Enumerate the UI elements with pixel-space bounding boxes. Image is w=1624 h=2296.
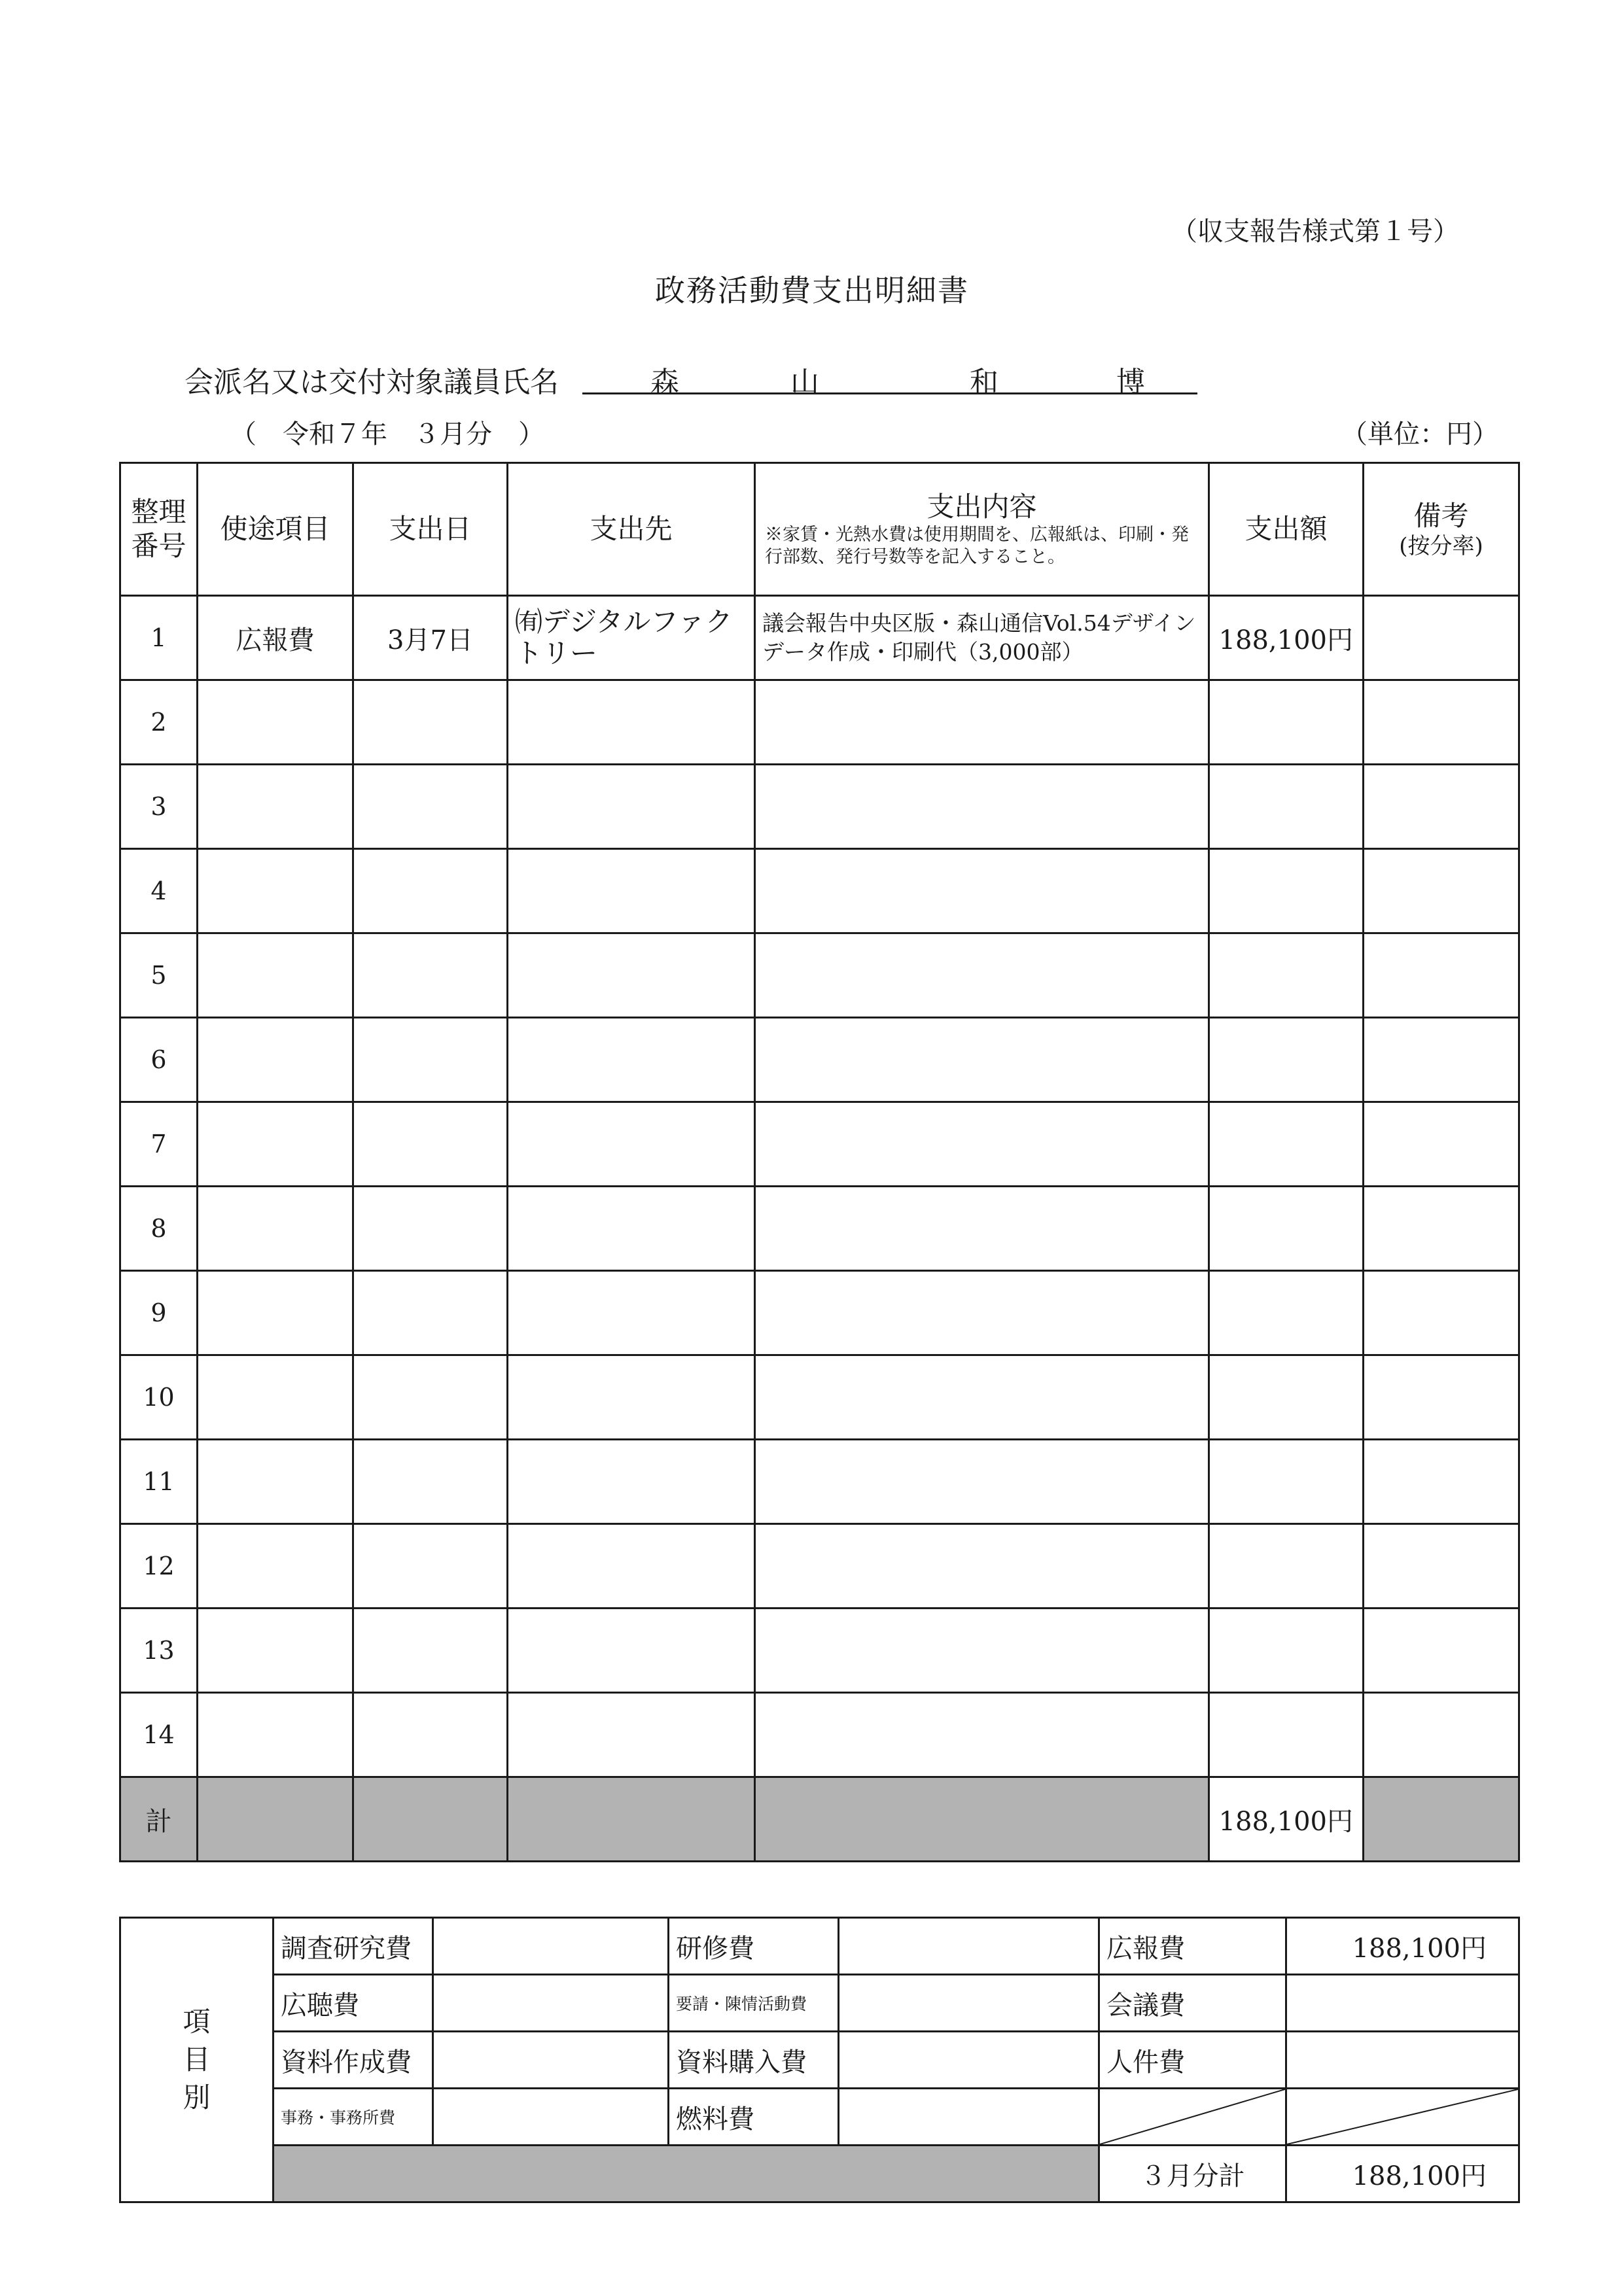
row-remarks [1364,1187,1519,1271]
row-content: 議会報告中央区版・森山通信Vol.54デザインデータ作成・印刷代（3,000部） [755,596,1209,680]
row-content [755,849,1209,933]
row-number: 6 [120,1018,198,1102]
row-number: 11 [120,1440,198,1524]
row-payee [508,1271,755,1355]
category-label: 項 目 別 [120,1918,274,2202]
row-amount: 188,100円 [1209,596,1364,680]
row-content [755,1018,1209,1102]
row-payee [508,1102,755,1187]
row-payee: ㈲デジタルファクトリー [508,596,755,680]
row-remarks [1364,1524,1519,1609]
row-amount [1209,849,1364,933]
total-amount: 188,100円 [1209,1777,1364,1862]
row-date [353,1609,508,1693]
row-number: 3 [120,765,198,849]
row-content [755,1102,1209,1187]
row-amount [1209,1187,1364,1271]
row-amount [1209,1271,1364,1355]
table-row [120,680,1519,765]
row-category [198,1018,353,1102]
research-label: 調査研究費 [274,1918,433,1975]
month-total-amount: 188,100円 [1286,2146,1519,2202]
office-label: 事務・事務所費 [274,2089,433,2146]
row-date [353,1102,508,1187]
training-label: 研修費 [669,1918,839,1975]
fuel-amount [839,2089,1099,2146]
row-number: 1 [120,596,198,680]
materials-prep-label: 資料作成費 [274,2032,433,2089]
row-number: 7 [120,1102,198,1187]
header-category: 使途項目 [198,463,353,596]
row-number: 8 [120,1187,198,1271]
petition-amount [839,1975,1099,2032]
row-amount [1209,933,1364,1018]
row-content [755,1187,1209,1271]
row-category [198,1355,353,1440]
row-content [755,1355,1209,1440]
row-content [755,1524,1209,1609]
row-number: 14 [120,1693,198,1777]
row-remarks [1364,1440,1519,1524]
month-total-label: ３月分計 [1099,2146,1286,2202]
header-remarks: 備考 (按分率) [1364,463,1519,596]
table-row [120,1271,1519,1355]
header-amount: 支出額 [1209,463,1364,596]
row-date [353,1524,508,1609]
table-row [120,849,1519,933]
total-blank [353,1777,508,1862]
total-blank [508,1777,755,1862]
row-amount [1209,680,1364,765]
diagonal-line [1287,2089,1518,2144]
row-date [353,1271,508,1355]
unit-label: （単位：円） [1341,419,1498,449]
row-payee [508,933,755,1018]
table-row [120,765,1519,849]
name-char-2: 山 [790,366,819,399]
crossed-out-cell [1099,2089,1286,2146]
row-date [353,1355,508,1440]
row-category [198,1609,353,1693]
period-label: （ 令和７年 ３月分 ） [230,419,544,449]
row-amount [1209,1693,1364,1777]
header-content-note: ※家賃・光熱水費は使用期間を、広報紙は、印刷・発行部数、発行号数等を記入すること。 [765,525,1189,567]
table-row [120,596,1519,680]
row-category [198,1524,353,1609]
personnel-amount [1286,2032,1519,2089]
row-amount [1209,1440,1364,1524]
office-amount [433,2089,669,2146]
row-number: 9 [120,1271,198,1355]
row-payee [508,1524,755,1609]
row-payee [508,1355,755,1440]
row-payee [508,1693,755,1777]
table-row [120,1018,1519,1102]
row-remarks [1364,849,1519,933]
table-row [120,1440,1519,1524]
research-amount [433,1918,669,1975]
row-date [353,933,508,1018]
row-payee [508,1187,755,1271]
meeting-amount [1286,1975,1519,2032]
row-content [755,1693,1209,1777]
table-row [120,933,1519,1018]
diagonal-line [1100,2089,1285,2144]
row-remarks [1364,765,1519,849]
materials-purchase-label: 資料購入費 [669,2032,839,2089]
row-number: 12 [120,1524,198,1609]
row-category [198,1187,353,1271]
personnel-label: 人件費 [1099,2032,1286,2089]
name-char-3: 和 [970,366,998,399]
row-remarks [1364,933,1519,1018]
header-payee: 支出先 [508,463,755,596]
total-blank [1364,1777,1519,1862]
row-payee [508,1440,755,1524]
row-remarks [1364,680,1519,765]
row-remarks [1364,1693,1519,1777]
row-payee [508,1018,755,1102]
table-row [120,1609,1519,1693]
row-remarks [1364,1102,1519,1187]
row-amount [1209,1524,1364,1609]
header-content: 支出内容 ※家賃・光熱水費は使用期間を、広報紙は、印刷・発行部数、発行号数等を記入すること。 [755,463,1209,596]
meeting-label: 会議費 [1099,1975,1286,2032]
row-date [353,1440,508,1524]
category-summary-table [119,1917,1520,2203]
training-amount [839,1918,1099,1975]
row-date [353,1018,508,1102]
row-payee [508,1609,755,1693]
row-number: 13 [120,1609,198,1693]
row-remarks [1364,1018,1519,1102]
row-amount [1209,1355,1364,1440]
expense-table [119,462,1520,1862]
row-content [755,1440,1209,1524]
row-date: 3月7日 [353,596,508,680]
row-amount [1209,1609,1364,1693]
row-category [198,849,353,933]
name-char-1: 森 [650,366,679,399]
row-date [353,680,508,765]
row-number: 4 [120,849,198,933]
materials-prep-amount [433,2032,669,2089]
row-category [198,1102,353,1187]
total-blank [755,1777,1209,1862]
row-remarks [1364,1609,1519,1693]
form-number: （収支報告様式第１号） [1171,217,1459,247]
row-category [198,680,353,765]
row-date [353,1187,508,1271]
row-number: 5 [120,933,198,1018]
row-content [755,1271,1209,1355]
row-date [353,765,508,849]
total-row [120,1777,1519,1862]
row-amount [1209,765,1364,849]
row-category [198,765,353,849]
hearing-label: 広聴費 [274,1975,433,2032]
table-header-row [120,463,1519,596]
hearing-amount [433,1975,669,2032]
row-remarks [1364,596,1519,680]
row-remarks [1364,1355,1519,1440]
summary-blank [274,2146,1099,2202]
total-label: 計 [120,1777,198,1862]
total-blank [198,1777,353,1862]
row-date [353,1693,508,1777]
header-number: 整理 番号 [120,463,198,596]
row-category: 広報費 [198,596,353,680]
fuel-label: 燃料費 [669,2089,839,2146]
row-payee [508,680,755,765]
row-category [198,1271,353,1355]
materials-purchase-amount [839,2032,1099,2089]
crossed-out-cell [1286,2089,1519,2146]
row-category [198,933,353,1018]
row-content [755,1609,1209,1693]
row-payee [508,765,755,849]
row-content [755,933,1209,1018]
row-amount [1209,1102,1364,1187]
row-number: 2 [120,680,198,765]
row-content [755,765,1209,849]
row-number: 10 [120,1355,198,1440]
row-date [353,849,508,933]
name-char-4: 博 [1116,366,1145,399]
header-date: 支出日 [353,463,508,596]
publicity-label: 広報費 [1099,1918,1286,1975]
petition-label: 要請・陳情活動費 [669,1975,839,2032]
table-row [120,1524,1519,1609]
row-content [755,680,1209,765]
table-row [120,1102,1519,1187]
publicity-amount: 188,100円 [1286,1918,1519,1975]
row-payee [508,849,755,933]
row-category [198,1440,353,1524]
table-row [120,1187,1519,1271]
name-label: 会派名又は交付対象議員氏名 [185,366,559,399]
row-remarks [1364,1271,1519,1355]
table-row [120,1355,1519,1440]
row-amount [1209,1018,1364,1102]
document-title: 政務活動費支出明細書 [655,273,969,308]
row-category [198,1693,353,1777]
table-row [120,1693,1519,1777]
